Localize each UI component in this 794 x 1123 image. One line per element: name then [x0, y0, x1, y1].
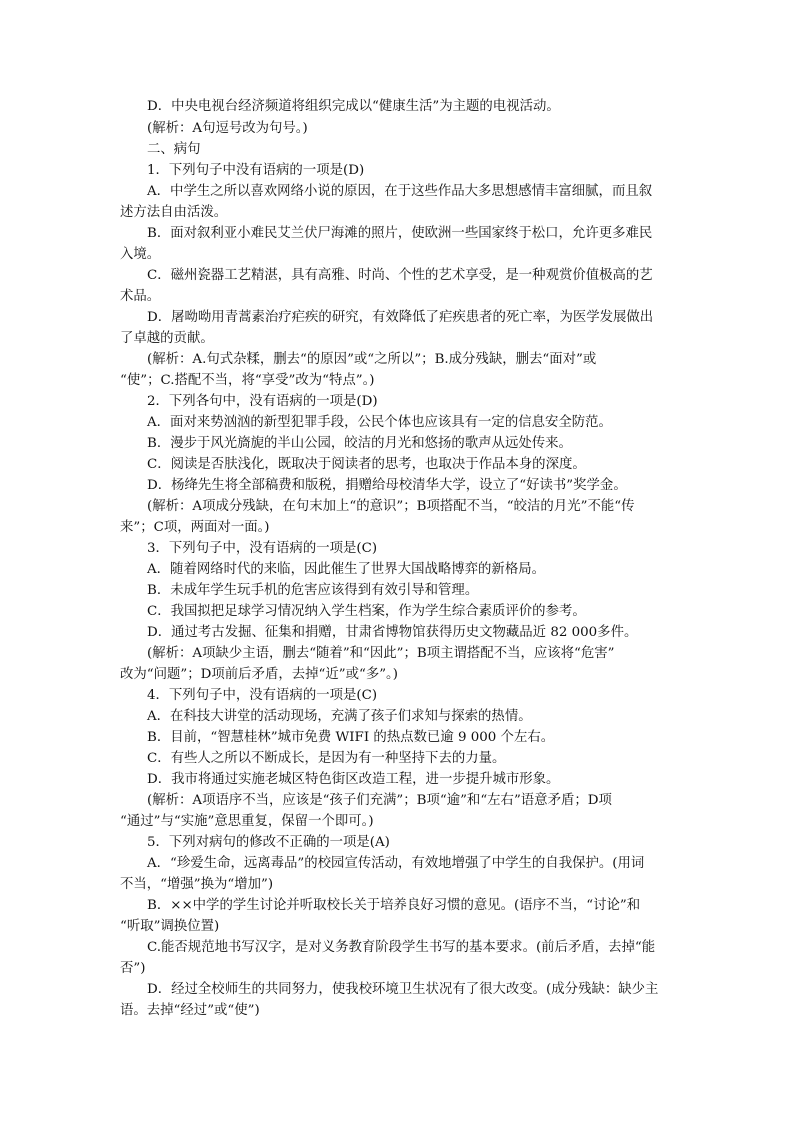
- question-5: 5．下列对病句的修改不正确的一项是(A): [147, 835, 390, 850]
- analysis-text: (解析：A句逗号改为句号。): [147, 121, 308, 136]
- question-2: 2．下列各句中，没有语病的一项是(D): [147, 394, 378, 409]
- q1-option-c-cont: 术品。: [120, 289, 161, 304]
- question-1: 1．下列句子中没有语病的一项是(D): [147, 163, 365, 178]
- q2-option-a: A．面对来势汹汹的新型犯罪手段，公民个体也应该具有一定的信息安全防范。: [147, 415, 612, 430]
- q3-option-c: C．我国拟把足球学习情况纳入学生档案，作为学生综合素质评价的参考。: [147, 604, 586, 619]
- q1-option-a: A．中学生之所以喜欢网络小说的原因，在于这些作品大多思想感情丰富细腻，而且叙: [147, 184, 653, 199]
- q4-analysis: (解析：A项语序不当，应该是“孩子们充满”；B项“逾”和“左右”语意矛盾；D项: [147, 793, 612, 808]
- q5-option-b: B．××中学的学生讨论并听取校长关于培养良好习惯的意见。(语序不当，“讨论”和: [147, 898, 641, 913]
- q5-option-a-cont: 不当，“增强”换为“增加”): [120, 877, 274, 892]
- q1-analysis-cont: “使”；C.搭配不当，将“享受”改为“特点”。): [120, 373, 375, 388]
- q1-option-d-cont: 了卓越的贡献。: [120, 331, 214, 346]
- q5-option-c: C.能否规范地书写汉字，是对义务教育阶段学生书写的基本要求。(前后矛盾，去掉“能: [147, 940, 656, 955]
- q1-option-d: D．屠呦呦用青蒿素治疗疟疾的研究，有效降低了疟疾患者的死亡率，为医学发展做出: [147, 310, 654, 325]
- q2-option-c: C．阅读是否肤浅化，既取决于阅读者的思考，也取决于作品本身的深度。: [147, 457, 586, 472]
- q2-analysis: (解析：A项成分残缺，在句末加上“的意识”；B项搭配不当，“皎洁的月光”不能“传: [147, 499, 635, 514]
- q1-analysis: (解析：A.句式杂糅，删去“的原因”或“之所以”；B.成分残缺，删去“面对”或: [147, 352, 597, 367]
- q4-option-a: A．在科技大讲堂的活动现场，充满了孩子们求知与探索的热情。: [147, 709, 532, 724]
- q2-option-b: B．漫步于风光旖旎的半山公园，皎洁的月光和悠扬的歌声从远处传来。: [147, 436, 572, 451]
- q4-option-b: B．目前，“智慧桂林”城市免费 WIFI 的热点数已逾 9 000 个左右。: [147, 730, 555, 745]
- q5-option-a: A．“珍爱生命，远离毒品”的校园宣传活动，有效地增强了中学生的自我保护。(用词: [147, 856, 645, 871]
- question-4: 4．下列句子中，没有语病的一项是(C): [147, 688, 378, 703]
- question-3: 3．下列句子中，没有语病的一项是(C): [147, 541, 378, 556]
- q3-analysis-cont: 改为“问题”；D项前后矛盾，去掉“近”或“多”。): [120, 667, 398, 682]
- q5-option-d: D．经过全校师生的共同努力，使我校环境卫生状况有了很大改变。(成分残缺：缺少主: [147, 982, 659, 997]
- q2-option-d: D．杨绛先生将全部稿费和版税，捐赠给母校清华大学，设立了“好读书”奖学金。: [147, 478, 627, 493]
- q1-option-b-cont: 入境。: [120, 247, 161, 262]
- q2-analysis-cont: 来”；C项，两面对一面。): [120, 520, 270, 535]
- q3-option-d: D．通过考古发掘、征集和捐赠，甘肃省博物馆获得历史文物藏品近 82 000多件。: [147, 625, 638, 640]
- q1-option-a-cont: 述方法自由活泼。: [120, 205, 228, 220]
- q3-analysis: (解析：A项缺少主语，删去“随着”和“因此”；B项主谓搭配不当，应该将“危害”: [147, 646, 615, 661]
- q4-option-c: C．有些人之所以不断成长，是因为有一种坚持下去的力量。: [147, 751, 506, 766]
- q1-option-c: C．磁州瓷器工艺精湛，具有高雅、时尚、个性的艺术享受，是一种观赏价值极高的艺: [147, 268, 653, 283]
- q4-option-d: D．我市将通过实施老城区特色街区改造工程，进一步提升城市形象。: [147, 772, 560, 787]
- q1-option-b: B．面对叙利亚小难民艾兰伏尸海滩的照片，使欧洲一些国家终于松口，允许更多难民: [147, 226, 653, 241]
- q5-option-b-cont: “听取”调换位置): [120, 919, 220, 934]
- q5-option-c-cont: 否”): [120, 961, 146, 976]
- option-d-text: D．中央电视台经济频道将组织完成以“健康生活”为主题的电视活动。: [147, 99, 560, 114]
- q5-option-d-cont: 语。去掉“经过”或“使”): [120, 1003, 260, 1018]
- q3-option-b: B．未成年学生玩手机的危害应该得到有效引导和管理。: [147, 583, 479, 598]
- section-heading: 二、病句: [147, 142, 201, 157]
- q3-option-a: A．随着网络时代的来临，因此催生了世界大国战略博弈的新格局。: [147, 562, 545, 577]
- q4-analysis-cont: “通过”与“实施”意思重复，保留一个即可。): [120, 814, 374, 829]
